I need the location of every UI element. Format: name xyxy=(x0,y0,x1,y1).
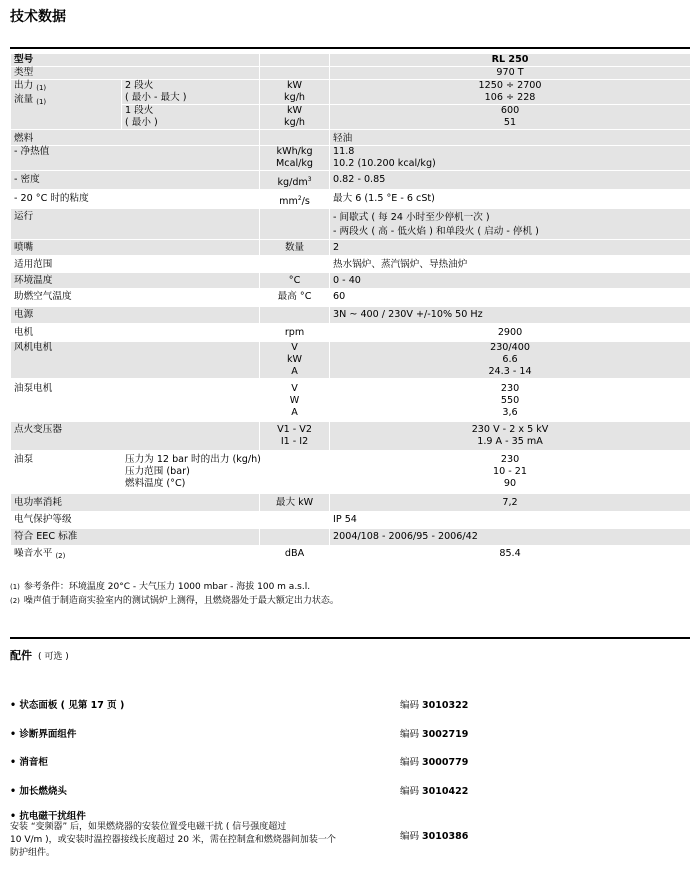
pump-motor-values: 230 550 3,6 xyxy=(330,379,691,422)
tech-data-table xyxy=(10,53,691,566)
ncv-value-1: 11.8 xyxy=(333,146,355,157)
row-operation xyxy=(11,209,691,240)
electrical-power-value: 7,2 xyxy=(330,494,691,512)
row-ncv xyxy=(11,146,691,171)
fan-motor-values: 230/400 6.6 24.3 - 14 xyxy=(330,342,691,379)
noise-unit: dBA xyxy=(260,546,330,566)
noise-label: 噪音水平 xyxy=(14,548,53,560)
accessory-code xyxy=(400,726,468,740)
footnote-2-text: 噪声值于制造商实验室内的测试锅炉上测得，且燃烧器处于最大额定出力状态。 xyxy=(23,596,339,606)
motor-unit: rpm xyxy=(260,324,330,342)
ncv-unit-2: Mcal/kg xyxy=(276,158,314,169)
viscosity-unit: mm xyxy=(279,196,298,208)
operation-value-1: - 间歇式 ( 每 24 小时至少停机一次 ) xyxy=(333,212,490,224)
code-number: 3010322 xyxy=(422,700,469,711)
row-power-supply xyxy=(11,307,691,324)
electrical-power-unit: 最大 kW xyxy=(260,494,330,512)
ambient-temp-label: 环境温度 xyxy=(11,273,260,289)
model-value: RL 250 xyxy=(330,54,691,67)
row-noise xyxy=(11,546,691,566)
accessory-code xyxy=(400,783,468,797)
viscosity-value: 最大 6 (1.5 °E - 6 cSt) xyxy=(330,190,691,209)
ncv-value-2: 10.2 (10.200 kcal/kg) xyxy=(333,158,436,169)
stage2-unit-kgh: kg/h xyxy=(284,92,306,103)
ignition-label: 点火变压器 xyxy=(11,422,260,451)
model-label: 型号 xyxy=(11,54,260,67)
nozzle-unit: 数量 xyxy=(260,240,330,256)
accessory-name: • 加长燃烧头 xyxy=(10,786,67,797)
row-motor xyxy=(11,324,691,342)
density-value: 0.82 - 0.85 xyxy=(330,171,691,190)
row-fan-motor xyxy=(11,342,691,379)
note-ref-1b: (1) xyxy=(36,98,47,106)
stage1-value-kgh: 51 xyxy=(503,117,517,128)
code-prefix: 编码 xyxy=(400,786,420,797)
stage2-sublabel: ( 最小 - 最大 ) xyxy=(125,92,187,103)
footnote-2-mark: (2) xyxy=(10,597,20,605)
noise-label-cell xyxy=(11,546,260,566)
row-model xyxy=(11,54,691,67)
note-ref-1: (1) xyxy=(36,84,47,92)
type-value: 970 T xyxy=(330,67,691,80)
air-temp-unit: 最高 °C xyxy=(260,289,330,307)
code-prefix: 编码 xyxy=(400,729,420,740)
accessories-rule xyxy=(10,637,690,639)
noise-value: 85.4 xyxy=(330,546,691,566)
nozzle-label: 喷嘴 xyxy=(11,240,260,256)
fan-motor-label: 风机电机 xyxy=(11,342,260,379)
row-pump-motor xyxy=(11,379,691,422)
density-unit: kg/dm xyxy=(277,177,308,189)
accessory-code xyxy=(400,828,468,842)
stage2-value-kw: 1250 ÷ 2700 xyxy=(478,80,542,91)
fan-motor-units: V kW A xyxy=(260,342,330,379)
eec-label: 符合 EEC 标准 xyxy=(11,529,260,546)
ambient-temp-unit: °C xyxy=(260,273,330,289)
stage1-value-kw: 600 xyxy=(500,105,520,116)
row-output-stage2 xyxy=(11,80,691,105)
stage2-value-kgh: 106 ÷ 228 xyxy=(484,92,536,103)
page-title: 技术数据 xyxy=(10,9,66,25)
footnote-1-mark: (1) xyxy=(10,583,20,591)
code-number: 3000779 xyxy=(422,757,469,768)
row-electrical-power xyxy=(11,494,691,512)
accessories-title-text: 配件 xyxy=(10,649,32,662)
stage1-sublabel: ( 最小 ) xyxy=(125,117,158,128)
row-air-temp xyxy=(11,289,691,307)
ignition-units: V1 - V2 I1 - I2 xyxy=(260,422,330,451)
operation-label: 运行 xyxy=(11,209,260,240)
fuel-value: 轻油 xyxy=(330,130,691,146)
stage1-label: 1 段火 xyxy=(125,105,154,116)
accessories-title xyxy=(10,647,69,663)
eec-value: 2004/108 - 2006/95 - 2006/42 xyxy=(330,529,691,546)
stage1-unit-kw: kW xyxy=(287,105,303,116)
air-temp-value: 60 xyxy=(330,289,691,307)
accessory-name: • 状态面板 ( 见第 17 页 ) xyxy=(10,700,125,711)
code-prefix: 编码 xyxy=(400,700,420,711)
row-viscosity: - 20 °C 时的粘度 $mm^2/s$ 最大 6 (1.5 °E - 6 cSt) xyxy=(11,190,691,209)
fuel-label: 燃料 xyxy=(11,130,260,146)
footnotes xyxy=(10,580,339,608)
stage1-unit-kgh: kg/h xyxy=(284,117,306,128)
output-label: 出力 xyxy=(14,80,34,91)
note-ref-2: (2) xyxy=(55,552,66,561)
viscosity-label: - 20 °C 时的粘度 xyxy=(11,190,260,209)
electrical-power-label: 电功率消耗 xyxy=(11,494,260,512)
application-label: 适用范围 xyxy=(11,256,260,273)
accessories-subtitle: ( 可选 ) xyxy=(38,652,69,662)
motor-value: 2900 xyxy=(330,324,691,342)
accessory-code xyxy=(400,697,468,711)
row-type xyxy=(11,67,691,80)
row-application xyxy=(11,256,691,273)
row-ignition xyxy=(11,422,691,451)
output-flow-label xyxy=(11,80,122,130)
pump-label: 油泵 xyxy=(11,451,122,494)
application-value: 热水锅炉、蒸汽锅炉、导热油炉 xyxy=(330,256,691,273)
pump-values: 230 10 - 21 90 xyxy=(330,451,691,494)
accessory-name: • 抗电磁干扰组件 xyxy=(10,811,86,822)
row-protection xyxy=(11,512,691,529)
accessory-code xyxy=(400,754,468,768)
ambient-temp-value: 0 - 40 xyxy=(330,273,691,289)
ignition-values: 230 V - 2 x 5 kV 1.9 A - 35 mA xyxy=(330,422,691,451)
row-pump xyxy=(11,451,691,494)
code-prefix: 编码 xyxy=(400,757,420,768)
pump-motor-units: V W A xyxy=(260,379,330,422)
top-rule xyxy=(10,47,690,49)
row-fuel xyxy=(11,130,691,146)
footnote-2 xyxy=(10,594,339,608)
flow-label: 流量 xyxy=(14,94,34,105)
row-nozzle xyxy=(11,240,691,256)
pump-motor-label: 油泵电机 xyxy=(11,379,260,422)
ncv-unit-1: kWh/kg xyxy=(276,146,313,157)
code-number: 3002719 xyxy=(422,729,469,740)
accessory-description: 安装 “变频器” 后，如果燃烧器的安装位置受电磁干扰 ( 信号强度超过 10 V/m )，或安装时温控器接线长度超过 20 米，需在控制盒和燃烧器间加装一个 防护组件。 xyxy=(10,822,336,858)
protection-value: IP 54 xyxy=(330,512,691,529)
nozzle-value: 2 xyxy=(330,240,691,256)
power-supply-label: 电源 xyxy=(11,307,260,324)
power-supply-value: 3N ~ 400 / 230V +/-10% 50 Hz xyxy=(330,307,691,324)
accessory-name: • 诊断界面组件 xyxy=(10,729,77,740)
row-density: - 密度 $kg/dm^3$ 0.82 - 0.85 xyxy=(11,171,691,190)
motor-label: 电机 xyxy=(11,324,260,342)
stage2-label: 2 段火 xyxy=(125,80,154,91)
pump-params: 压力为 12 bar 时的出力 (kg/h) 压力范围 (bar) 燃料温度 (°C) xyxy=(122,451,330,494)
ncv-label: - 净热值 xyxy=(11,146,260,171)
code-number: 3010386 xyxy=(422,831,469,842)
footnote-1 xyxy=(10,580,339,594)
row-eec xyxy=(11,529,691,546)
accessory-name: • 消音柜 xyxy=(10,757,48,768)
type-label: 类型 xyxy=(11,67,260,80)
air-temp-label: 助燃空气温度 xyxy=(11,289,260,307)
protection-label: 电气保护等级 xyxy=(11,512,260,529)
operation-value-2: - 两段火 ( 高 - 低火焰 ) 和单段火 ( 启动 - 停机 ) xyxy=(333,226,539,238)
code-prefix: 编码 xyxy=(400,831,420,842)
footnote-1-text: 参考条件：环境温度 20°C - 大气压力 1000 mbar - 海拔 100 m a.s.l. xyxy=(23,582,311,592)
stage2-unit-kw: kW xyxy=(287,80,303,91)
row-ambient-temp xyxy=(11,273,691,289)
code-number: 3010422 xyxy=(422,786,469,797)
density-label: - 密度 xyxy=(11,171,260,190)
